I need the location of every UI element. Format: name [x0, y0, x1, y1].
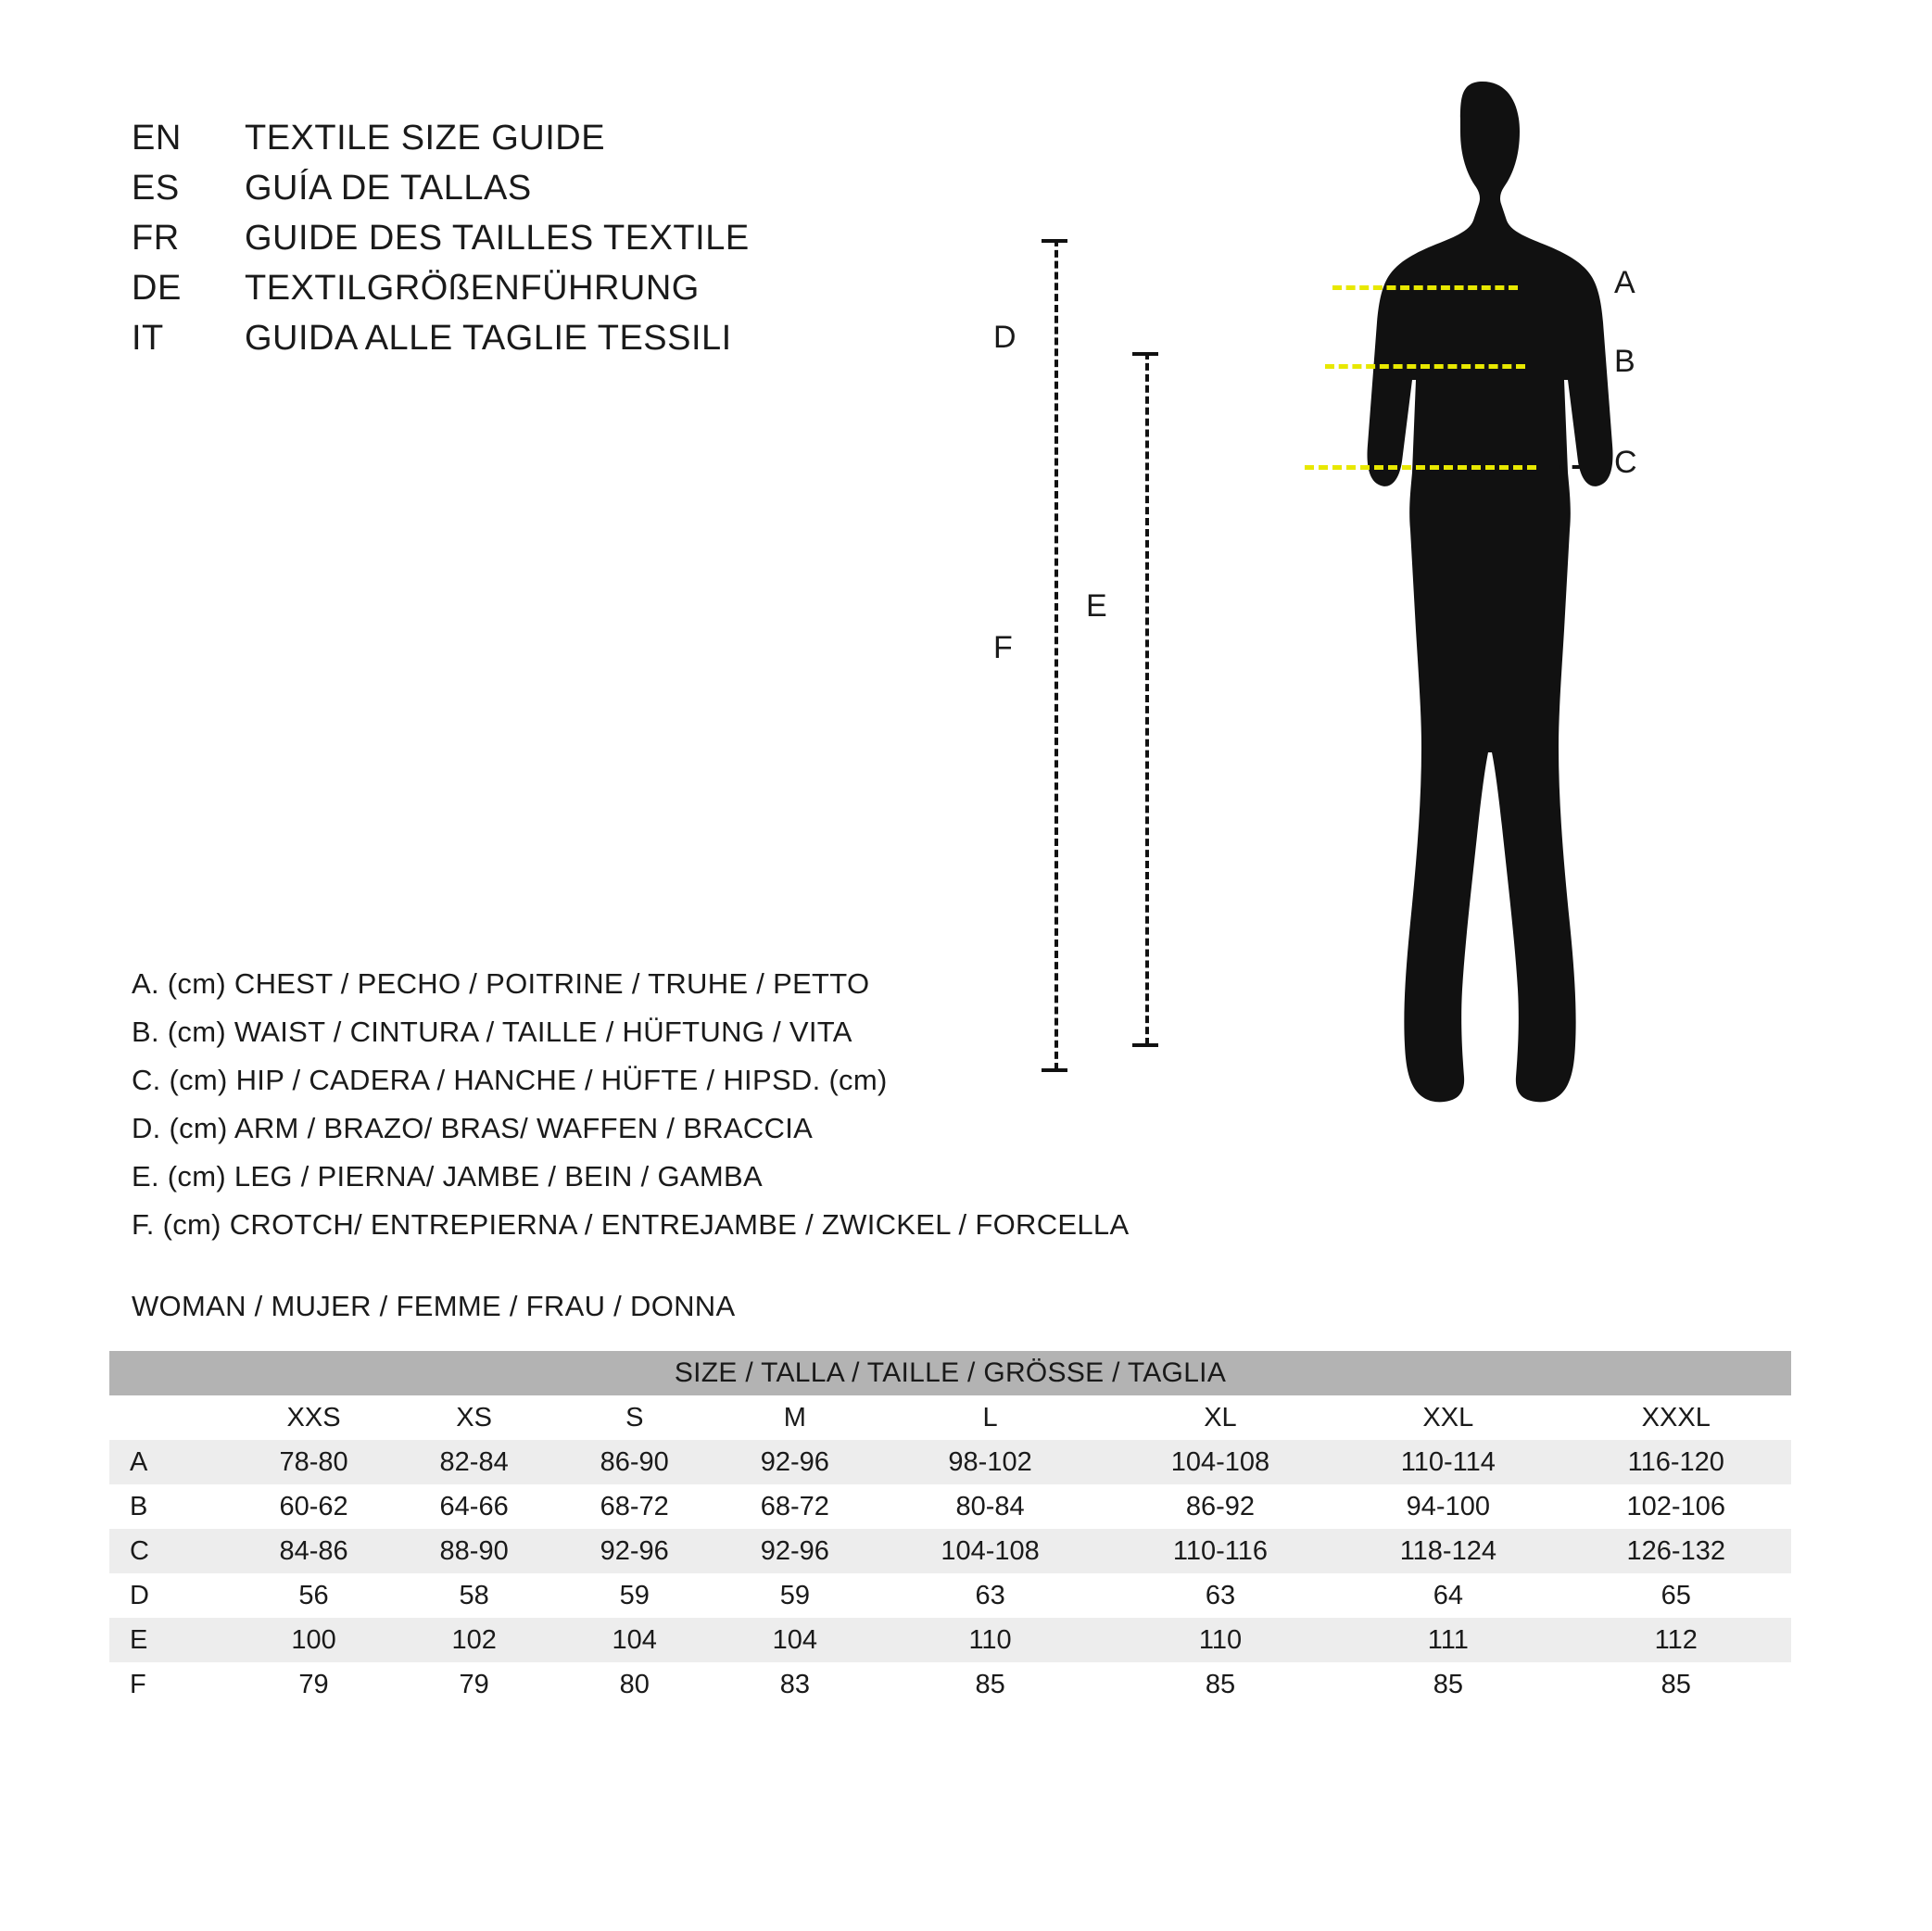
- title-block: [132, 119, 891, 369]
- cell-c-xxs: 84-86: [234, 1529, 394, 1573]
- cell-e-xl: 110: [1105, 1618, 1335, 1662]
- cell-d-xs: 58: [394, 1573, 554, 1618]
- title-row: [132, 319, 891, 369]
- cell-b-xxxl: 102-106: [1561, 1484, 1791, 1529]
- table-row: [109, 1662, 1791, 1707]
- title-text-fr: GUIDE DES TAILLES TEXTILE: [245, 219, 750, 258]
- cell-e-xs: 102: [394, 1618, 554, 1662]
- row-key-c: C: [109, 1529, 234, 1573]
- cell-e-l: 110: [875, 1618, 1105, 1662]
- cell-b-xxl: 94-100: [1335, 1484, 1560, 1529]
- marker-label-f: F: [993, 630, 1013, 665]
- cell-a-xxl: 110-114: [1335, 1440, 1560, 1484]
- chest-measure-line: [1332, 285, 1518, 290]
- table-row: [109, 1618, 1791, 1662]
- column-header-xs: XS: [394, 1395, 554, 1440]
- woman-silhouette-icon: [1325, 74, 1640, 1149]
- cell-e-xxs: 100: [234, 1618, 394, 1662]
- title-lang-es: ES: [132, 169, 180, 208]
- cell-b-l: 80-84: [875, 1484, 1105, 1529]
- cell-c-l: 104-108: [875, 1529, 1105, 1573]
- size-table: [109, 1351, 1791, 1707]
- cell-d-xxxl: 65: [1561, 1573, 1791, 1618]
- cell-a-m: 92-96: [714, 1440, 875, 1484]
- cell-a-l: 98-102: [875, 1440, 1105, 1484]
- cell-a-xs: 82-84: [394, 1440, 554, 1484]
- title-row: [132, 269, 891, 319]
- row-key-b: B: [109, 1484, 234, 1529]
- row-key-e: E: [109, 1618, 234, 1662]
- cell-e-xxxl: 112: [1561, 1618, 1791, 1662]
- cell-c-xxl: 118-124: [1335, 1529, 1560, 1573]
- title-text-de: TEXTILGRÖßENFÜHRUNG: [245, 269, 700, 308]
- cell-a-s: 86-90: [554, 1440, 714, 1484]
- legend-item-b: B. (cm) WAIST / CINTURA / TAILLE / HÜFTUNG / VITA: [132, 1016, 852, 1048]
- cell-c-xxxl: 126-132: [1561, 1529, 1791, 1573]
- cell-b-m: 68-72: [714, 1484, 875, 1529]
- cell-c-m: 92-96: [714, 1529, 875, 1573]
- cell-a-xxxl: 116-120: [1561, 1440, 1791, 1484]
- legend-item-f: F. (cm) CROTCH/ ENTREPIERNA / ENTREJAMBE / ZWICKEL / FORCELLA: [132, 1208, 1130, 1241]
- legend-item-d: D. (cm) ARM / BRAZO/ BRAS/ WAFFEN / BRACCIA: [132, 1112, 814, 1144]
- title-text-en: TEXTILE SIZE GUIDE: [245, 119, 606, 158]
- arm-measure-line-d: [1054, 239, 1058, 499]
- title-lang-de: DE: [132, 269, 182, 308]
- cell-b-xxs: 60-62: [234, 1484, 394, 1529]
- measurement-diagram: [993, 74, 1863, 1205]
- leader-line-a: [1529, 285, 1592, 289]
- column-header-xxxl: XXXL: [1561, 1395, 1791, 1440]
- leader-line-c: [1547, 465, 1592, 469]
- column-header-m: M: [714, 1395, 875, 1440]
- cell-e-xxl: 111: [1335, 1618, 1560, 1662]
- marker-label-a: A: [1614, 265, 1635, 300]
- cell-a-xxs: 78-80: [234, 1440, 394, 1484]
- cell-c-xl: 110-116: [1105, 1529, 1335, 1573]
- table-band-title: SIZE / TALLA / TAILLE / GRÖSSE / TAGLIA: [109, 1351, 1791, 1395]
- cell-d-s: 59: [554, 1573, 714, 1618]
- legend-item-e: E. (cm) LEG / PIERNA/ JAMBE / BEIN / GAMBA: [132, 1160, 763, 1193]
- column-header-xxl: XXL: [1335, 1395, 1560, 1440]
- cell-c-xs: 88-90: [394, 1529, 554, 1573]
- title-text-it: GUIDA ALLE TAGLIE TESSILI: [245, 319, 732, 358]
- cell-b-s: 68-72: [554, 1484, 714, 1529]
- marker-label-b: B: [1614, 344, 1635, 379]
- title-row: [132, 119, 891, 169]
- table-row: [109, 1484, 1791, 1529]
- row-key-d: D: [109, 1573, 234, 1618]
- cell-f-l: 85: [875, 1662, 1105, 1707]
- table-row: [109, 1440, 1791, 1484]
- cell-f-xs: 79: [394, 1662, 554, 1707]
- row-key-f: F: [109, 1662, 234, 1707]
- legend-item-a: A. (cm) CHEST / PECHO / POITRINE / TRUHE / PETTO: [132, 967, 870, 1000]
- cell-c-s: 92-96: [554, 1529, 714, 1573]
- cell-e-s: 104: [554, 1618, 714, 1662]
- cell-e-m: 104: [714, 1618, 875, 1662]
- title-text-es: GUÍA DE TALLAS: [245, 169, 532, 208]
- marker-label-d: D: [993, 320, 1017, 355]
- arm-tick-top: [1042, 239, 1067, 243]
- row-key-a: A: [109, 1440, 234, 1484]
- cell-b-xs: 64-66: [394, 1484, 554, 1529]
- table-header-corner: [109, 1395, 234, 1440]
- table-header-row: [109, 1395, 1791, 1440]
- legend-block: [132, 960, 1206, 1249]
- title-lang-it: IT: [132, 319, 164, 358]
- cell-f-xxxl: 85: [1561, 1662, 1791, 1707]
- column-header-xxs: XXS: [234, 1395, 394, 1440]
- cell-f-xxl: 85: [1335, 1662, 1560, 1707]
- title-lang-fr: FR: [132, 219, 180, 258]
- cell-d-xxs: 56: [234, 1573, 394, 1618]
- title-row: [132, 169, 891, 219]
- cell-d-l: 63: [875, 1573, 1105, 1618]
- cell-d-xxl: 64: [1335, 1573, 1560, 1618]
- hip-measure-line: [1305, 465, 1536, 470]
- cell-d-xl: 63: [1105, 1573, 1335, 1618]
- cell-a-xl: 104-108: [1105, 1440, 1335, 1484]
- column-header-l: L: [875, 1395, 1105, 1440]
- legend-item-c: C. (cm) HIP / CADERA / HANCHE / HÜFTE / HIPSD. (cm): [132, 1064, 888, 1096]
- title-row: [132, 219, 891, 269]
- cell-f-s: 80: [554, 1662, 714, 1707]
- cell-f-xxs: 79: [234, 1662, 394, 1707]
- marker-label-c: C: [1614, 445, 1637, 480]
- marker-label-e: E: [1086, 588, 1107, 624]
- table-row: [109, 1529, 1791, 1573]
- leg-measure-line-e: [1145, 352, 1149, 1045]
- gender-label: WOMAN / MUJER / FEMME / FRAU / DONNA: [132, 1290, 736, 1322]
- cell-b-xl: 86-92: [1105, 1484, 1335, 1529]
- leg-tick-top: [1132, 352, 1158, 356]
- column-header-s: S: [554, 1395, 714, 1440]
- cell-f-xl: 85: [1105, 1662, 1335, 1707]
- cell-f-m: 83: [714, 1662, 875, 1707]
- column-header-xl: XL: [1105, 1395, 1335, 1440]
- leader-line-b: [1536, 364, 1592, 368]
- title-lang-en: EN: [132, 119, 182, 158]
- waist-measure-line: [1325, 364, 1525, 369]
- table-row: [109, 1573, 1791, 1618]
- cell-d-m: 59: [714, 1573, 875, 1618]
- table-band-title-row: [109, 1351, 1791, 1395]
